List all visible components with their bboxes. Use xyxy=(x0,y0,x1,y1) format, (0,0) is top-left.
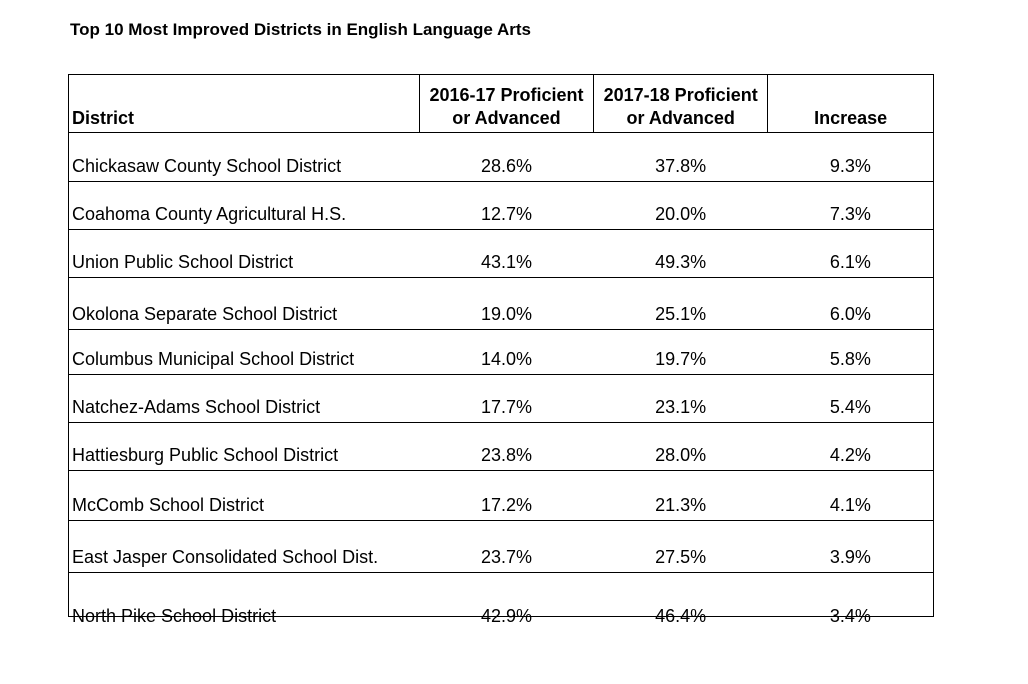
cell-district: Union Public School District xyxy=(69,230,419,278)
cell-increase: 4.2% xyxy=(768,423,933,471)
cell-increase: 5.8% xyxy=(768,330,933,375)
table-row xyxy=(69,278,933,330)
cell-2016-17: 28.6% xyxy=(419,133,593,182)
districts-table xyxy=(69,75,933,631)
cell-2016-17: 14.0% xyxy=(419,330,593,375)
cell-2016-17: 17.7% xyxy=(419,375,593,423)
header-2017-18-line1: 2017-18 Proficient xyxy=(603,85,758,105)
cell-increase: 9.3% xyxy=(768,133,933,182)
cell-district: Hattiesburg Public School District xyxy=(69,423,419,471)
cell-district: Chickasaw County School District xyxy=(69,133,419,182)
cell-2017-18: 23.1% xyxy=(594,375,768,423)
header-district: District xyxy=(72,108,135,128)
cell-2016-17: 19.0% xyxy=(419,278,593,330)
cell-2017-18: 21.3% xyxy=(594,471,768,521)
table-row xyxy=(69,375,933,423)
header-2017-18-line2: or Advanced xyxy=(626,108,735,128)
table-header-row xyxy=(69,75,933,133)
page-title: Top 10 Most Improved Districts in English Language Arts xyxy=(70,20,531,39)
header-2016-17-line2: or Advanced xyxy=(452,108,561,128)
cell-increase: 6.0% xyxy=(768,278,933,330)
cell-increase: 4.1% xyxy=(768,471,933,521)
cell-increase: 3.9% xyxy=(768,521,933,573)
cell-increase: 5.4% xyxy=(768,375,933,423)
cell-2017-18: 46.4% xyxy=(594,573,768,631)
table-row xyxy=(69,230,933,278)
cell-district: McComb School District xyxy=(69,471,419,521)
cell-2017-18: 25.1% xyxy=(594,278,768,330)
cell-2017-18: 49.3% xyxy=(594,230,768,278)
cell-increase: 6.1% xyxy=(768,230,933,278)
cell-2017-18: 28.0% xyxy=(594,423,768,471)
header-increase: Increase xyxy=(814,108,888,128)
cell-2017-18: 20.0% xyxy=(594,182,768,230)
cell-2017-18: 27.5% xyxy=(594,521,768,573)
table-row xyxy=(69,423,933,471)
table-row xyxy=(69,573,933,631)
header-2017-18-proficient xyxy=(594,75,768,133)
cell-increase: 3.4% xyxy=(768,573,933,631)
cell-district: Okolona Separate School District xyxy=(69,278,419,330)
table-row xyxy=(69,330,933,375)
cell-2016-17: 42.9% xyxy=(419,573,593,631)
cell-district: North Pike School District xyxy=(69,573,419,631)
cell-increase: 7.3% xyxy=(768,182,933,230)
cell-district: Coahoma County Agricultural H.S. xyxy=(69,182,419,230)
cell-district: Natchez-Adams School District xyxy=(69,375,419,423)
cell-2017-18: 37.8% xyxy=(594,133,768,182)
districts-table-container xyxy=(68,74,934,626)
table-row xyxy=(69,133,933,182)
table-row xyxy=(69,182,933,230)
cell-2016-17: 23.8% xyxy=(419,423,593,471)
cell-2016-17: 43.1% xyxy=(419,230,593,278)
cell-2017-18: 19.7% xyxy=(594,330,768,375)
cell-district: Columbus Municipal School District xyxy=(69,330,419,375)
header-2016-17-line1: 2016-17 Proficient xyxy=(429,85,584,105)
header-2016-17-proficient xyxy=(419,75,593,133)
cell-district: East Jasper Consolidated School Dist. xyxy=(69,521,419,573)
cell-2016-17: 17.2% xyxy=(419,471,593,521)
table-row xyxy=(69,471,933,521)
table-row xyxy=(69,521,933,573)
cell-2016-17: 23.7% xyxy=(419,521,593,573)
cell-2016-17: 12.7% xyxy=(419,182,593,230)
